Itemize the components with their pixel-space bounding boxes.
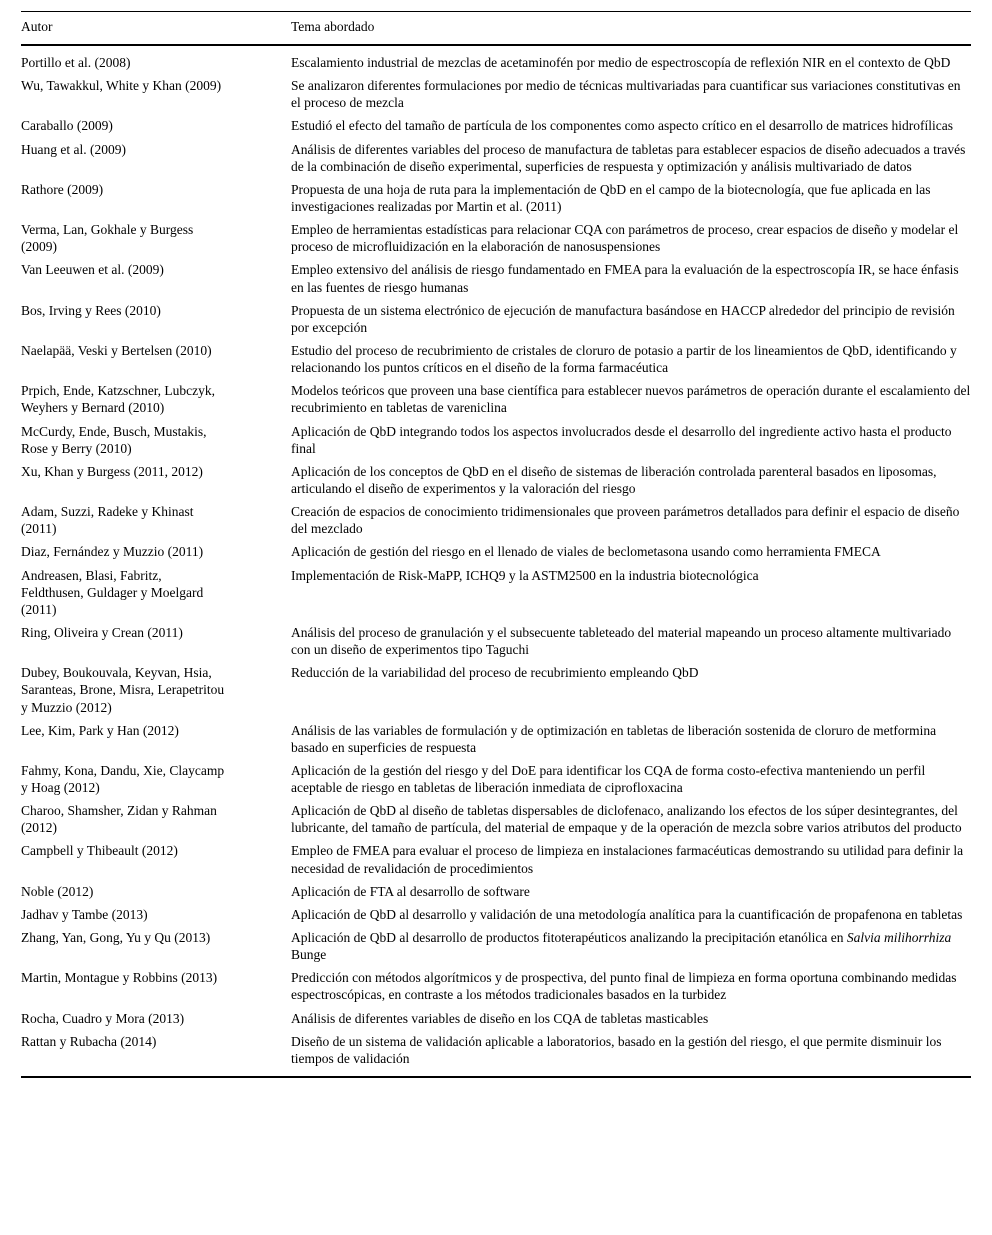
author-cell: Bos, Irving y Rees (2010) (21, 302, 161, 318)
topic-cell: Creación de espacios de conocimiento tridimensionales que proveen parámetros detallados para definir el espacio de diseño del mezclado (291, 504, 960, 537)
topic-text-italic: Salvia milihorrhiza (846, 930, 952, 946)
author-cell: Huang et al. (2009) (21, 141, 126, 157)
table-row (21, 114, 971, 137)
table-row (21, 500, 971, 540)
topic-cell (291, 926, 971, 966)
table-row (21, 880, 971, 903)
table-row (21, 138, 971, 178)
author-cell: Xu, Khan y Burgess (2011, 2012) (21, 463, 203, 479)
topic-cell: Predicción con métodos algorítmicos y de prospectiva, del punto final de limpieza en forma oportuna combinando medidas espectroscópicas, en contraste a los métodos tradicionales basados en la turbidez (291, 970, 957, 1003)
author-cell: Rattan y Rubacha (2014) (21, 1033, 157, 1049)
topic-cell: Análisis del proceso de granulación y el subsecuente tableteado del material mapeando un proceso altamente multivariado con un diseño de experimentos tipo Taguchi (291, 624, 952, 658)
author-cell: Naelapää, Veski y Bertelsen (2010) (21, 342, 212, 358)
topic-text: Aplicación de QbD al desarrollo de productos fitoterapéuticos analizando la precipitación etanólica en (291, 930, 847, 946)
table-row (21, 1030, 971, 1077)
table-row (21, 661, 971, 718)
author-cell: Diaz, Fernández y Muzzio (2011) (21, 544, 204, 560)
topic-cell: Aplicación de QbD al desarrollo y validación de una metodología analítica para la cuantificación de propafenona en tabletas (291, 906, 963, 922)
topic-cell: Aplicación de gestión del riesgo en el llenado de viales de beclometasona usando como herramienta FMECA (291, 544, 881, 560)
table-row (21, 339, 971, 379)
table-row (21, 74, 971, 114)
author-cell: Ring, Oliveira y Crean (2011) (21, 624, 183, 640)
author-cell: Verma, Lan, Gokhale y Burgess (2009) (21, 222, 194, 255)
author-cell: Zhang, Yan, Gong, Yu y Qu (2013) (21, 930, 211, 946)
author-cell: McCurdy, Ende, Busch, Mustakis, Rose y Berry (2010) (21, 423, 207, 456)
table-header (21, 12, 971, 46)
author-cell: Fahmy, Kona, Dandu, Xie, Claycamp y Hoag (2012) (21, 762, 225, 796)
table-row (21, 839, 971, 879)
header-row (21, 12, 971, 46)
author-cell: Campbell y Thibeault (2012) (21, 843, 178, 859)
author-cell: Rocha, Cuadro y Mora (2013) (21, 1010, 185, 1026)
topic-cell: Propuesta de una hoja de ruta para la implementación de QbD en el campo de la biotecnología, que fue aplicada en las investigaciones realizadas por Martin et al. (2011) (291, 181, 931, 214)
table-row (21, 926, 971, 966)
topic-cell: Diseño de un sistema de validación aplicable a laboratorios, basado en la gestión del riesgo, el que permite disminuir los tiempos de validación (291, 1033, 942, 1066)
topic-cell: Empleo de herramientas estadísticas para relacionar CQA con parámetros de proceso, crear espacios de diseño y modelar el proceso de microfluidización en la elaboración de nanosuspensiones (291, 222, 959, 255)
column-header-autor: Autor (21, 12, 291, 46)
topic-text: Bunge (291, 947, 327, 963)
topic-cell: Reducción de la variabilidad del proceso de recubrimiento empleando QbD (291, 665, 699, 681)
author-cell: Jadhav y Tambe (2013) (21, 906, 148, 922)
table-row (21, 759, 971, 799)
author-cell: Van Leeuwen et al. (2009) (21, 262, 164, 278)
table-row (21, 799, 971, 839)
author-cell: Dubey, Boukouvala, Keyvan, Hsia, Saranteas, Brone, Misra, Lerapetritou y Muzzio (2012) (21, 665, 225, 715)
table-body (21, 45, 971, 1077)
table-row (21, 540, 971, 563)
table-row (21, 1007, 971, 1030)
column-header-tema: Tema abordado (291, 12, 971, 46)
table-row (21, 966, 971, 1006)
topic-cell: Análisis de las variables de formulación y de optimización en tabletas de liberación sostenida de cloruro de metformina basado en superficies de respuesta (291, 722, 937, 755)
topic-cell: Implementación de Risk-MaPP, ICHQ9 y la ASTM2500 en la industria biotecnológica (291, 567, 759, 583)
qbd-literature-table (21, 11, 971, 1078)
author-cell: Martin, Montague y Robbins (2013) (21, 970, 218, 986)
table-row (21, 564, 971, 621)
topic-cell: Aplicación de los conceptos de QbD en el diseño de sistemas de liberación controlada parenteral basados en liposomas, articulando el diseño de experimentos y la valoración del riesgo (291, 463, 937, 496)
topic-cell: Propuesta de un sistema electrónico de ejecución de manufactura basándose en HACCP alrededor del principio de revisión por excepción (291, 302, 955, 335)
author-cell: Andreasen, Blasi, Fabritz, Feldthusen, Guldager y Moelgard (2011) (21, 567, 204, 617)
topic-cell: Aplicación de FTA al desarrollo de software (291, 883, 530, 899)
topic-cell: Estudió el efecto del tamaño de partícula de los componentes como aspecto crítico en el desarrollo de matrices hidrofílicas (291, 118, 954, 134)
topic-cell: Análisis de diferentes variables del proceso de manufactura de tabletas para establecer espacios de diseño adecuados a través de la combinación de diseño experimental, superficies de respuesta y optimización y análisis multivariado de datos (291, 141, 966, 174)
topic-cell: Modelos teóricos que proveen una base científica para establecer nuevos parámetros de operación durante el escalamiento del recubrimiento en tabletas de vareniclina (291, 383, 971, 416)
topic-cell: Aplicación de QbD integrando todos los aspectos involucrados desde el desarrollo del ingrediente activo hasta el producto final (291, 423, 952, 456)
table-row (21, 218, 971, 258)
author-cell: Wu, Tawakkul, White y Khan (2009) (21, 78, 222, 94)
table-row (21, 379, 971, 419)
table-row (21, 719, 971, 759)
table-row (21, 299, 971, 339)
author-cell: Lee, Kim, Park y Han (2012) (21, 722, 179, 738)
author-cell: Caraballo (2009) (21, 118, 113, 134)
topic-cell: Empleo extensivo del análisis de riesgo fundamentado en FMEA para la evaluación de la espectroscopía IR, se hace énfasis en las fuentes de riesgo humanas (291, 262, 959, 295)
author-cell: Adam, Suzzi, Radeke y Khinast (2011) (21, 504, 194, 537)
table-row (21, 178, 971, 218)
topic-cell: Se analizaron diferentes formulaciones por medio de técnicas multivariadas para cuantificar sus variaciones constitutivas en el proceso de mezcla (291, 78, 961, 111)
topic-cell: Análisis de diferentes variables de diseño en los CQA de tabletas masticables (291, 1010, 709, 1026)
table-row (21, 460, 971, 500)
table-row (21, 903, 971, 926)
author-cell: Prpich, Ende, Katzschner, Lubczyk, Weyhers y Bernard (2010) (21, 383, 216, 416)
topic-cell: Escalamiento industrial de mezclas de acetaminofén por medio de espectroscopía de reflexión NIR en el contexto de QbD (291, 55, 951, 70)
author-cell: Noble (2012) (21, 883, 94, 899)
table-row (21, 258, 971, 298)
table-row (21, 621, 971, 661)
topic-cell: Estudio del proceso de recubrimiento de cristales de cloruro de potasio a partir de los lineamientos de QbD, identificando y relacionando los puntos críticos en el diseño de la forma farmacéutica (291, 342, 957, 376)
table-row (21, 420, 971, 460)
topic-cell: Empleo de FMEA para evaluar el proceso de limpieza en instalaciones farmacéuticas demostrando su utilidad para definir la necesidad de revalidación de procedimientos (291, 843, 964, 876)
author-cell: Portillo et al. (2008) (21, 55, 131, 70)
author-cell: Rathore (2009) (21, 181, 104, 197)
topic-cell: Aplicación de la gestión del riesgo y del DoE para identificar los CQA de forma costo-efectiva manteniendo un perfil aceptable de riesgo en tabletas de liberación inmediata de ciprofloxacina (291, 762, 926, 796)
table-row (21, 45, 971, 74)
author-cell: Charoo, Shamsher, Zidan y Rahman (2012) (21, 803, 217, 836)
topic-cell: Aplicación de QbD al diseño de tabletas dispersables de diclofenaco, analizando los efectos de los súper desintegrantes, del lubricante, del tamaño de partícula, del material de empaque y de la operación de mezcla sobre varios atributos del producto (291, 803, 962, 836)
